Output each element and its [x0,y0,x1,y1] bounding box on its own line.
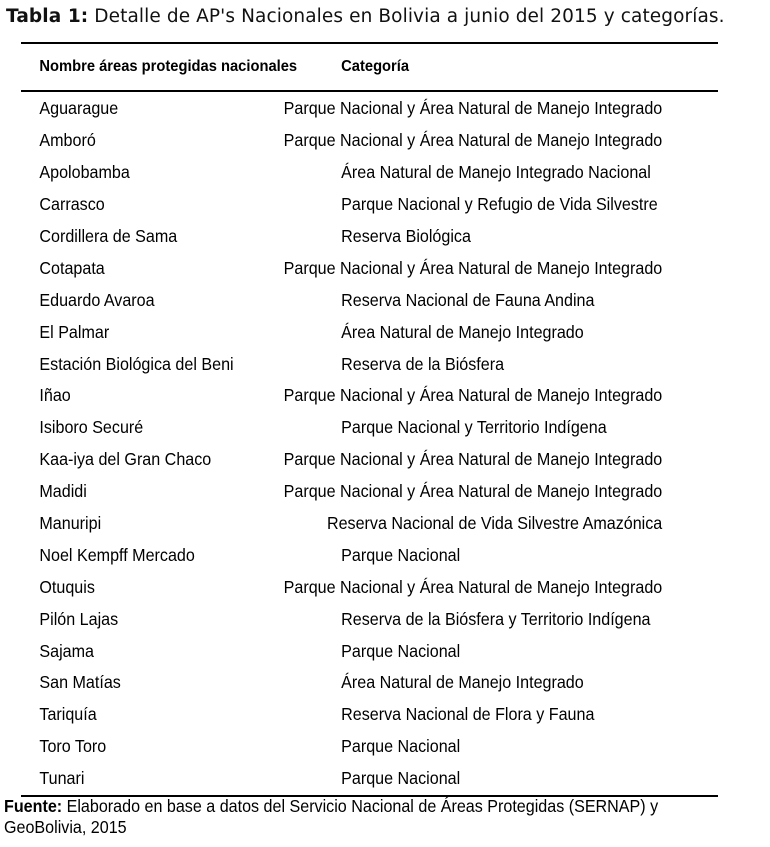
cell-area-name: Amboró [39,130,96,151]
cell-area-name: Toro Toro [39,736,107,757]
cell-area-name: Madidi [39,481,87,502]
cell-area-name: Manuripi [39,513,102,534]
table-row [21,252,662,284]
table-row [21,380,662,412]
caption-text: Detalle de AP's Nacionales en Bolivia a junio del 2015 y categorías. [88,6,725,27]
table-row [21,157,662,189]
table-row [21,125,662,157]
table-row [21,284,662,316]
table-row [21,667,662,699]
cell-category: Parque Nacional y Área Natural de Manejo Integrado [283,98,663,119]
cell-category: Reserva Nacional de Flora y Fauna [341,704,595,725]
cell-area-name: Otuquis [39,576,95,597]
cell-category: Reserva Biológica [341,226,471,246]
source-text: Elaborado en base a datos del Servicio Nacional de Áreas Protegidas (SERNAP) y GeoBolivia, 2015 [4,796,659,837]
table-row [21,603,662,635]
cell-category: Parque Nacional [341,544,461,565]
cell-area-name: Estación Biológica del Beni [39,353,234,374]
cell-area-name: Sajama [39,640,94,661]
cell-area-name: Carrasco [39,194,105,215]
table-row [21,508,662,540]
cell-area-name: El Palmar [39,321,110,342]
cell-area-name: Apolobamba [39,162,130,183]
cell-category: Parque Nacional [341,736,461,757]
cell-area-name: Kaa-iya del Gran Chaco [39,449,212,470]
table-row [21,476,662,508]
table-row [21,635,662,667]
cell-category: Área Natural de Manejo Integrado [341,321,584,342]
cell-category: Área Natural de Manejo Integrado Nacional [341,162,651,183]
cell-area-name: Pilón Lajas [39,608,119,629]
table-row [21,699,662,731]
table-row [21,763,662,795]
table-caption [6,6,725,27]
cell-area-name: Tariquía [39,704,97,725]
cell-area-name: Isiboro Securé [39,417,144,438]
cell-area-name: Tunari [39,768,85,789]
cell-category: Parque Nacional y Territorio Indígena [341,417,607,438]
protected-areas-table [21,42,718,797]
table-row [21,348,662,380]
cell-category: Reserva Nacional de Fauna Andina [341,289,595,310]
table-row [21,571,662,603]
header-category: Categoría [341,58,410,75]
table-row [21,731,662,763]
table-row [21,93,662,125]
table-row [21,189,662,221]
cell-category: Reserva de la Biósfera [341,353,505,374]
cell-area-name: Cordillera de Sama [39,226,178,246]
cell-category: Parque Nacional y Área Natural de Manejo Integrado [283,576,663,597]
cell-category: Parque Nacional y Área Natural de Manejo Integrado [283,385,663,406]
cell-category: Parque Nacional y Refugio de Vida Silvestre [341,194,658,215]
table-row [21,444,662,476]
table-row [21,221,662,253]
cell-category: Parque Nacional y Área Natural de Manejo Integrado [283,130,663,151]
table-source-note [4,796,703,838]
table-row [21,539,662,571]
cell-category: Reserva Nacional de Vida Silvestre Amazónica [326,513,663,534]
cell-category: Área Natural de Manejo Integrado [341,672,584,693]
cell-category: Parque Nacional [341,640,461,661]
table-body [21,92,718,795]
caption-label: Tabla 1: [6,6,89,27]
cell-category: Parque Nacional [341,768,461,789]
cell-category: Reserva de la Biósfera y Territorio Indígena [341,608,651,629]
table-row [21,316,662,348]
table-header-row [21,44,662,90]
cell-category: Parque Nacional y Área Natural de Manejo Integrado [283,449,663,470]
cell-area-name: Cotapata [39,257,105,278]
cell-area-name: Eduardo Avaroa [39,289,155,310]
cell-category: Parque Nacional y Área Natural de Manejo Integrado [283,481,663,502]
cell-area-name: San Matías [39,672,121,693]
table-row [21,412,662,444]
source-label: Fuente: [4,796,63,816]
cell-category: Parque Nacional y Área Natural de Manejo Integrado [283,257,663,278]
cell-area-name: Aguarague [39,98,119,119]
cell-area-name: Iñao [39,385,71,406]
cell-area-name: Noel Kempff Mercado [39,544,195,565]
header-area-name: Nombre áreas protegidas nacionales [39,58,298,75]
